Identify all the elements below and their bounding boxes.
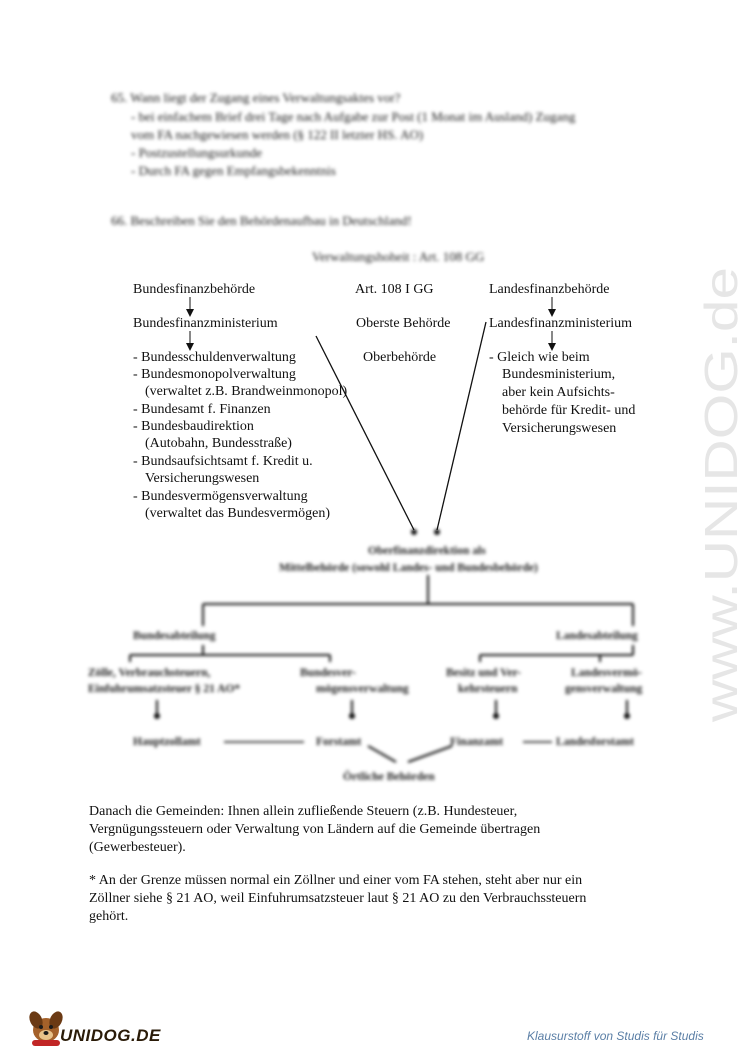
list-item: - Bundesamt f. Finanzen bbox=[133, 402, 271, 417]
landesforstamt-label: Landesforstamt bbox=[556, 736, 634, 748]
ofd-line1: Oberfinanzdirektion als bbox=[368, 545, 486, 557]
footnote-line: gehört. bbox=[89, 909, 129, 924]
diagram-title: Verwaltungshoheit : Art. 108 GG bbox=[312, 249, 485, 264]
list-item: - Gleich wie beim bbox=[489, 350, 590, 365]
q65-item: vom FA nachgewiesen werden (§ 122 II letzter HS. AO) bbox=[131, 127, 424, 142]
paragraph-gemeinden-line: Vergnügungssteuern oder Verwaltung von Ländern auf die Gemeinde übertragen bbox=[89, 822, 541, 837]
finanzamt-label: Finanzamt bbox=[450, 736, 504, 748]
list-item: - Bundesbaudirektion bbox=[133, 419, 254, 434]
land-steuer-line2: kehrsteuern bbox=[458, 683, 518, 695]
oertliche-behoerden-label: Örtliche Behörden bbox=[343, 771, 435, 783]
list-item: aber kein Aufsichts- bbox=[502, 385, 615, 400]
q65-item: - bei einfachem Brief drei Tage nach Aufgabe zur Post (1 Monat im Ausland) Zugang bbox=[131, 109, 576, 124]
list-item: Versicherungswesen bbox=[502, 421, 617, 436]
bundesfinanzministerium-label: Bundesfinanzministerium bbox=[133, 316, 278, 331]
list-item: (verwaltet das Bundesvermögen) bbox=[145, 506, 331, 521]
land-steuer-line1: Besitz und Ver- bbox=[446, 667, 521, 679]
bund-verm-line1: Bundesver- bbox=[300, 667, 356, 679]
hauptzollamt-label: Hauptzollamt bbox=[133, 736, 201, 748]
list-item: - Bundesvermögensverwaltung bbox=[133, 489, 308, 504]
footnote-line: * An der Grenze müssen normal ein Zöllner und einer vom FA stehen, steht aber nur ein bbox=[89, 873, 583, 888]
logo-text: UNIDOG.DE bbox=[60, 1026, 161, 1045]
list-item: - Bundsaufsichtsamt f. Kredit u. bbox=[133, 454, 313, 469]
bundesfinanzbehoerde-label: Bundesfinanzbehörde bbox=[133, 282, 256, 297]
q65-item: - Durch FA gegen Empfangsbekenntnis bbox=[131, 163, 336, 178]
ofd-line2: Mittelbehörde (sowohl Landes- und Bundesbehörde) bbox=[279, 562, 538, 574]
watermark bbox=[652, 260, 750, 740]
landesfinanzministerium-label: Landesfinanzministerium bbox=[489, 316, 633, 331]
land-verm-line1: Landesvermö- bbox=[571, 667, 642, 679]
q66-heading: 66. Beschreiben Sie den Behördenaufbau in Deutschland! bbox=[111, 213, 412, 228]
bund-zoll-line1: Zölle, Verbrauchsteuern, bbox=[88, 667, 211, 679]
q65-heading: 65. Wann liegt der Zugang eines Verwaltungsaktes vor? bbox=[111, 90, 401, 105]
paragraph-gemeinden-line: (Gewerbesteuer). bbox=[89, 840, 186, 855]
list-item: Bundesministerium, bbox=[502, 367, 616, 382]
bund-zoll-line2: Einfuhrumsatzsteuer § 21 AO* bbox=[88, 683, 241, 695]
footer-tagline: Klausurstoff von Studis für Studis bbox=[527, 1029, 704, 1043]
bund-verm-line2: mögensverwaltung bbox=[316, 683, 409, 695]
paragraph-gemeinden-line: Danach die Gemeinden: Ihnen allein zufließende Steuern (z.B. Hundesteuer, bbox=[89, 804, 518, 819]
list-item: (Autobahn, Bundesstraße) bbox=[145, 436, 292, 451]
landesabteilung-label: Landesabteilung bbox=[556, 630, 638, 642]
footnote-line: Zöllner siehe § 21 AO, weil Einfuhrumsatzsteuer laut § 21 AO zu den Verbrauchssteuern bbox=[89, 891, 587, 906]
footer-logo bbox=[24, 1004, 174, 1048]
bundesabteilung-label: Bundesabteilung bbox=[133, 630, 216, 642]
list-item: - Bundesmonopolverwaltung bbox=[133, 367, 296, 382]
watermark-text: www.UNIDOG.de bbox=[695, 364, 747, 722]
list-item: Versicherungswesen bbox=[145, 471, 260, 486]
list-item: behörde für Kredit- und bbox=[502, 403, 636, 418]
art108-label: Art. 108 I GG bbox=[355, 282, 434, 297]
landesfinanzbehoerde-label: Landesfinanzbehörde bbox=[489, 282, 610, 297]
list-item: (verwaltet z.B. Brandweinmonopol) bbox=[145, 384, 348, 399]
q65-item: - Postzustellungsurkunde bbox=[131, 145, 263, 160]
land-verm-line2: gensverwaltung bbox=[565, 683, 643, 695]
list-item: - Bundesschuldenverwaltung bbox=[133, 350, 296, 365]
forstamt-label: Forstamt bbox=[316, 736, 362, 748]
oberbehoerde-label: Oberbehörde bbox=[363, 350, 437, 365]
oberste-behoerde-label: Oberste Behörde bbox=[356, 316, 451, 331]
